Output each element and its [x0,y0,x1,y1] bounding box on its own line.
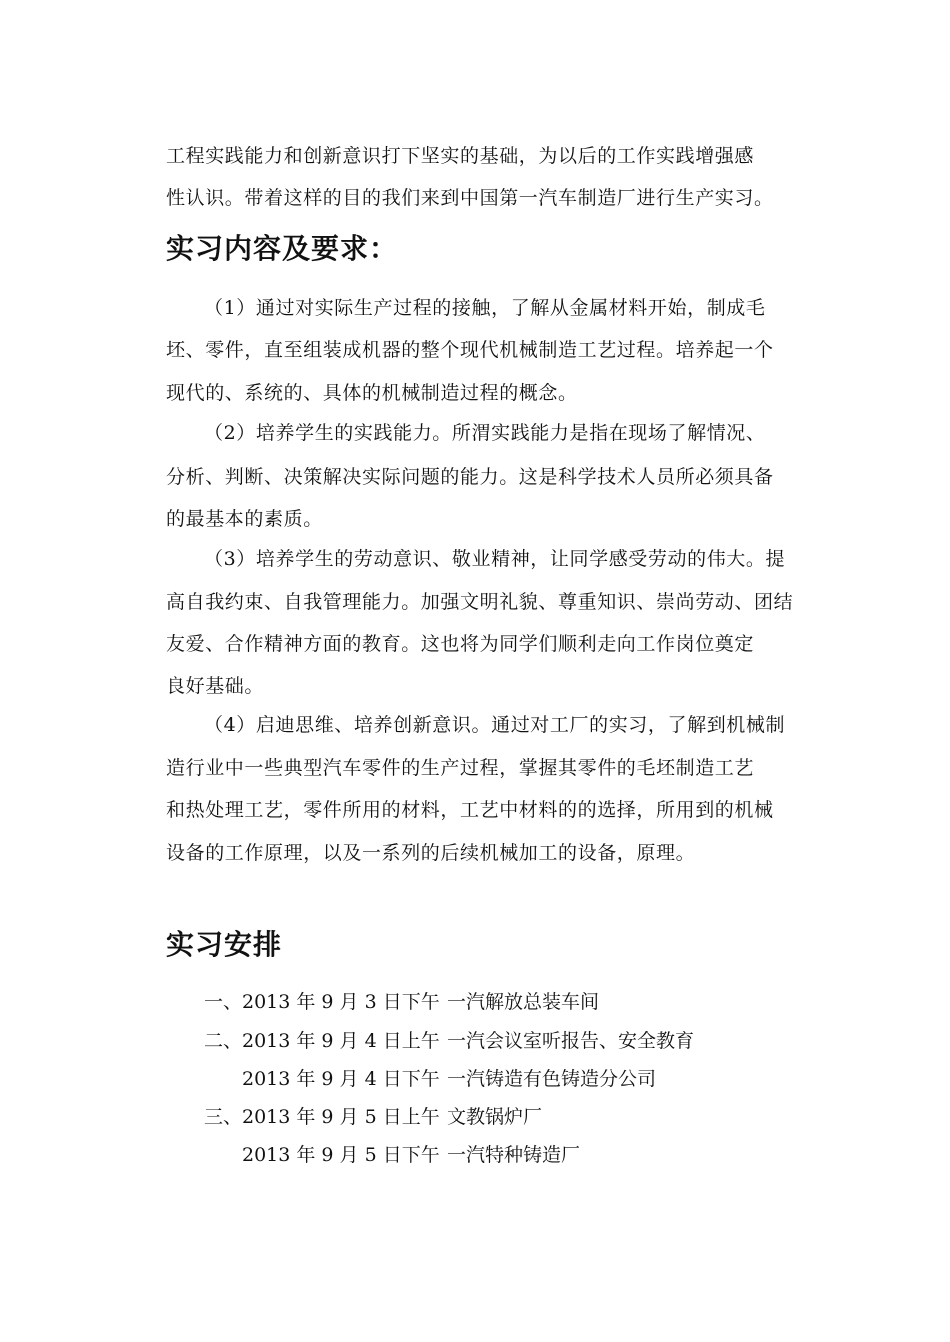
content-item-3-line-4: 良好基础。 [166,675,265,697]
intro-line-1: 工程实践能力和创新意识打下坚实的基础，为以后的工作实践增强感 [166,145,755,167]
content-item-3-line-2: 高自我约束、自我管理能力。加强文明礼貌、尊重知识、崇尚劳动、团结 [166,591,794,613]
schedule-row-date: 2013 年 9 月 3 日下午 [242,991,440,1013]
schedule-row-place: 文教锅炉厂 [447,1106,543,1128]
schedule-section-heading: 实习安排 [166,928,283,961]
schedule-row-date: 2013 年 9 月 5 日上午 [242,1106,440,1128]
content-item-2-line-2: 分析、判断、决策解决实际问题的能力。这是科学技术人员所必须具备 [166,466,774,488]
content-item-4-line-3: 和热处理工艺，零件所用的材料，工艺中材料的的选择，所用到的机械 [166,799,774,821]
schedule-row-place: 一汽特种铸造厂 [447,1144,581,1166]
content-item-4-line-1: （4）启迪思维、培养创新意识。通过对工厂的实习，了解到机械制 [204,714,786,736]
content-item-3-line-3: 友爱、合作精神方面的教育。这也将为同学们顺利走向工作岗位奠定 [166,633,755,655]
schedule-row-prefix: 二、 [204,1030,243,1052]
schedule-row-prefix: 一、 [204,991,243,1013]
schedule-row-place: 一汽铸造有色铸造分公司 [447,1068,657,1090]
schedule-row-date: 2013 年 9 月 4 日下午 [242,1068,440,1090]
schedule-row-place: 一汽解放总装车间 [447,991,600,1013]
content-item-4-line-4: 设备的工作原理，以及一系列的后续机械加工的设备，原理。 [166,842,696,864]
intro-line-2: 性认识。带着这样的目的我们来到中国第一汽车制造厂进行生产实习。 [166,187,774,209]
content-item-3-line-1: （3）培养学生的劳动意识、敬业精神，让同学感受劳动的伟大。提 [204,548,786,570]
schedule-row-date: 2013 年 9 月 5 日下午 [242,1144,440,1166]
schedule-row-place: 一汽会议室听报告、安全教育 [447,1030,695,1052]
schedule-row-prefix: 三、 [204,1106,243,1128]
content-item-1-line-2: 坯、零件，直至组装成机器的整个现代机械制造工艺过程。培养起一个 [166,339,774,361]
content-item-4-line-2: 造行业中一些典型汽车零件的生产过程，掌握其零件的毛坯制造工艺 [166,757,755,779]
schedule-row-date: 2013 年 9 月 4 日上午 [242,1030,440,1052]
content-section-heading: 实习内容及要求： [166,232,399,265]
content-item-2-line-1: （2）培养学生的实践能力。所渭实践能力是指在现场了解情况、 [204,422,766,444]
content-item-1-line-3: 现代的、系统的、具体的机械制造过程的概念。 [166,382,578,404]
content-item-2-line-3: 的最基本的素质。 [166,508,323,530]
content-item-1-line-1: （1）通过对实际生产过程的接触，了解从金属材料开始，制成毛 [204,297,766,319]
